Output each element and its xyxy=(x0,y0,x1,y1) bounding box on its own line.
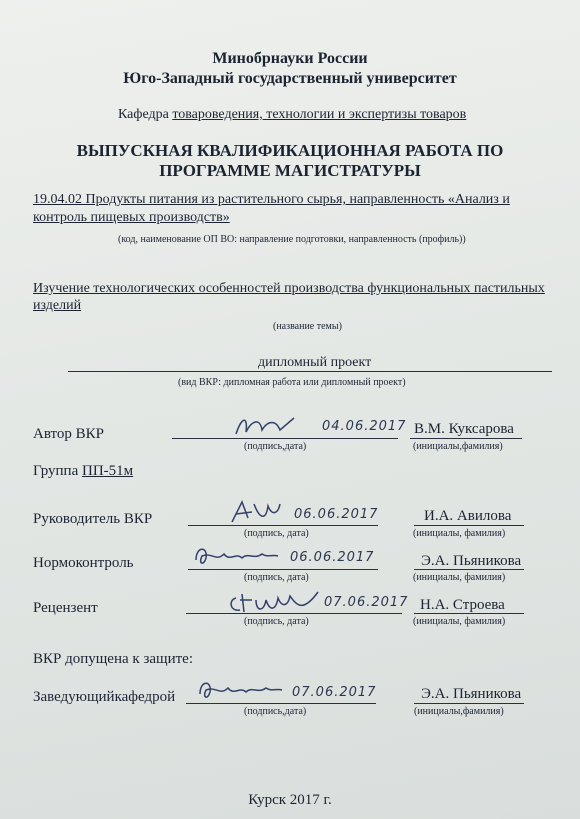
work-type-line xyxy=(68,371,552,372)
reviewer-label: Рецензент xyxy=(33,600,98,616)
head-label: Заведующийкафедрой xyxy=(33,689,176,705)
work-type-caption: (вид ВКР: дипломная работа или дипломный проект) xyxy=(178,377,406,388)
reviewer-name-caption: (инициалы, фамилия) xyxy=(413,616,506,627)
document-title-line2: ПРОГРАММЕ МАГИСТРАТУРЫ xyxy=(159,161,421,180)
topic-line1: Изучение технологических особенностей производства функциональных пастильных xyxy=(33,281,545,296)
head-sign-date: 07.06.2017 xyxy=(292,685,377,700)
author-signature xyxy=(232,412,302,442)
author-sig-caption: (подпись,дата) xyxy=(244,441,307,452)
department-name: товароведения, технологии и экспертизы товаров xyxy=(172,107,467,122)
reviewer-name-line xyxy=(414,613,524,614)
normcontrol-sign-date: 06.06.2017 xyxy=(290,550,375,565)
author-sign-date: 04.06.2017 xyxy=(322,419,407,434)
department-prefix: Кафедра xyxy=(118,107,169,122)
normcontrol-name-caption: (инициалы, фамилия) xyxy=(413,572,506,583)
normcontrol-signature xyxy=(192,542,282,570)
head-sig-caption: (подпись,дата) xyxy=(244,706,307,717)
topic-line2: изделий xyxy=(33,298,82,313)
program-caption: (код, наименование ОП ВО: направление подготовки, направленность (профиль)) xyxy=(118,234,466,245)
group-label: Группа xyxy=(33,463,79,479)
supervisor-sig-caption: (подпись, дата) xyxy=(244,528,309,539)
author-name-line xyxy=(410,438,522,439)
supervisor-label: Руководитель ВКР xyxy=(33,511,153,527)
head-name: Э.А. Пьяникова xyxy=(421,686,522,702)
group-row xyxy=(33,463,133,480)
author-name: В.М. Куксарова xyxy=(414,421,514,437)
head-name-line xyxy=(414,703,524,704)
work-type-value: дипломный проект xyxy=(258,355,372,370)
author-name-caption: (инициалы,фамилия) xyxy=(413,441,503,452)
city-year: Курск 2017 г. xyxy=(248,792,332,808)
supervisor-name-line xyxy=(414,525,524,526)
reviewer-signature xyxy=(226,586,326,620)
supervisor-name-caption: (инициалы, фамилия) xyxy=(413,528,506,539)
normcontrol-sig-caption: (подпись, дата) xyxy=(244,572,309,583)
admission-label: ВКР допущена к защите: xyxy=(33,651,193,667)
university: Юго-Западный государственный университет xyxy=(123,70,457,87)
group-value: ПП-51м xyxy=(82,463,134,479)
head-signature xyxy=(196,676,286,704)
supervisor-signature-line xyxy=(188,525,378,526)
supervisor-signature xyxy=(226,496,282,528)
normcontrol-label: Нормоконтроль xyxy=(33,555,134,571)
supervisor-sign-date: 06.06.2017 xyxy=(294,507,379,522)
author-label: Автор ВКР xyxy=(33,426,105,442)
normcontrol-name: Э.А. Пьяникова xyxy=(421,553,522,569)
normcontrol-name-line xyxy=(414,569,524,570)
ministry: Минобрнауки России xyxy=(212,50,368,67)
reviewer-name: Н.А. Строева xyxy=(420,597,505,613)
document-title-line1: ВЫПУСКНАЯ КВАЛИФИКАЦИОННАЯ РАБОТА ПО xyxy=(76,141,504,160)
program-line2: контроль пищевых производств» xyxy=(33,210,230,225)
reviewer-sig-caption: (подпись, дата) xyxy=(244,616,309,627)
supervisor-name: И.А. Авилова xyxy=(424,508,512,524)
topic-caption: (название темы) xyxy=(273,321,342,332)
department xyxy=(118,107,466,123)
head-name-caption: (инициалы,фамилия) xyxy=(414,706,504,717)
reviewer-sign-date: 07.06.2017 xyxy=(324,595,409,610)
program-line1: 19.04.02 Продукты питания из растительного сырья, направленность «Анализ и xyxy=(33,192,510,207)
